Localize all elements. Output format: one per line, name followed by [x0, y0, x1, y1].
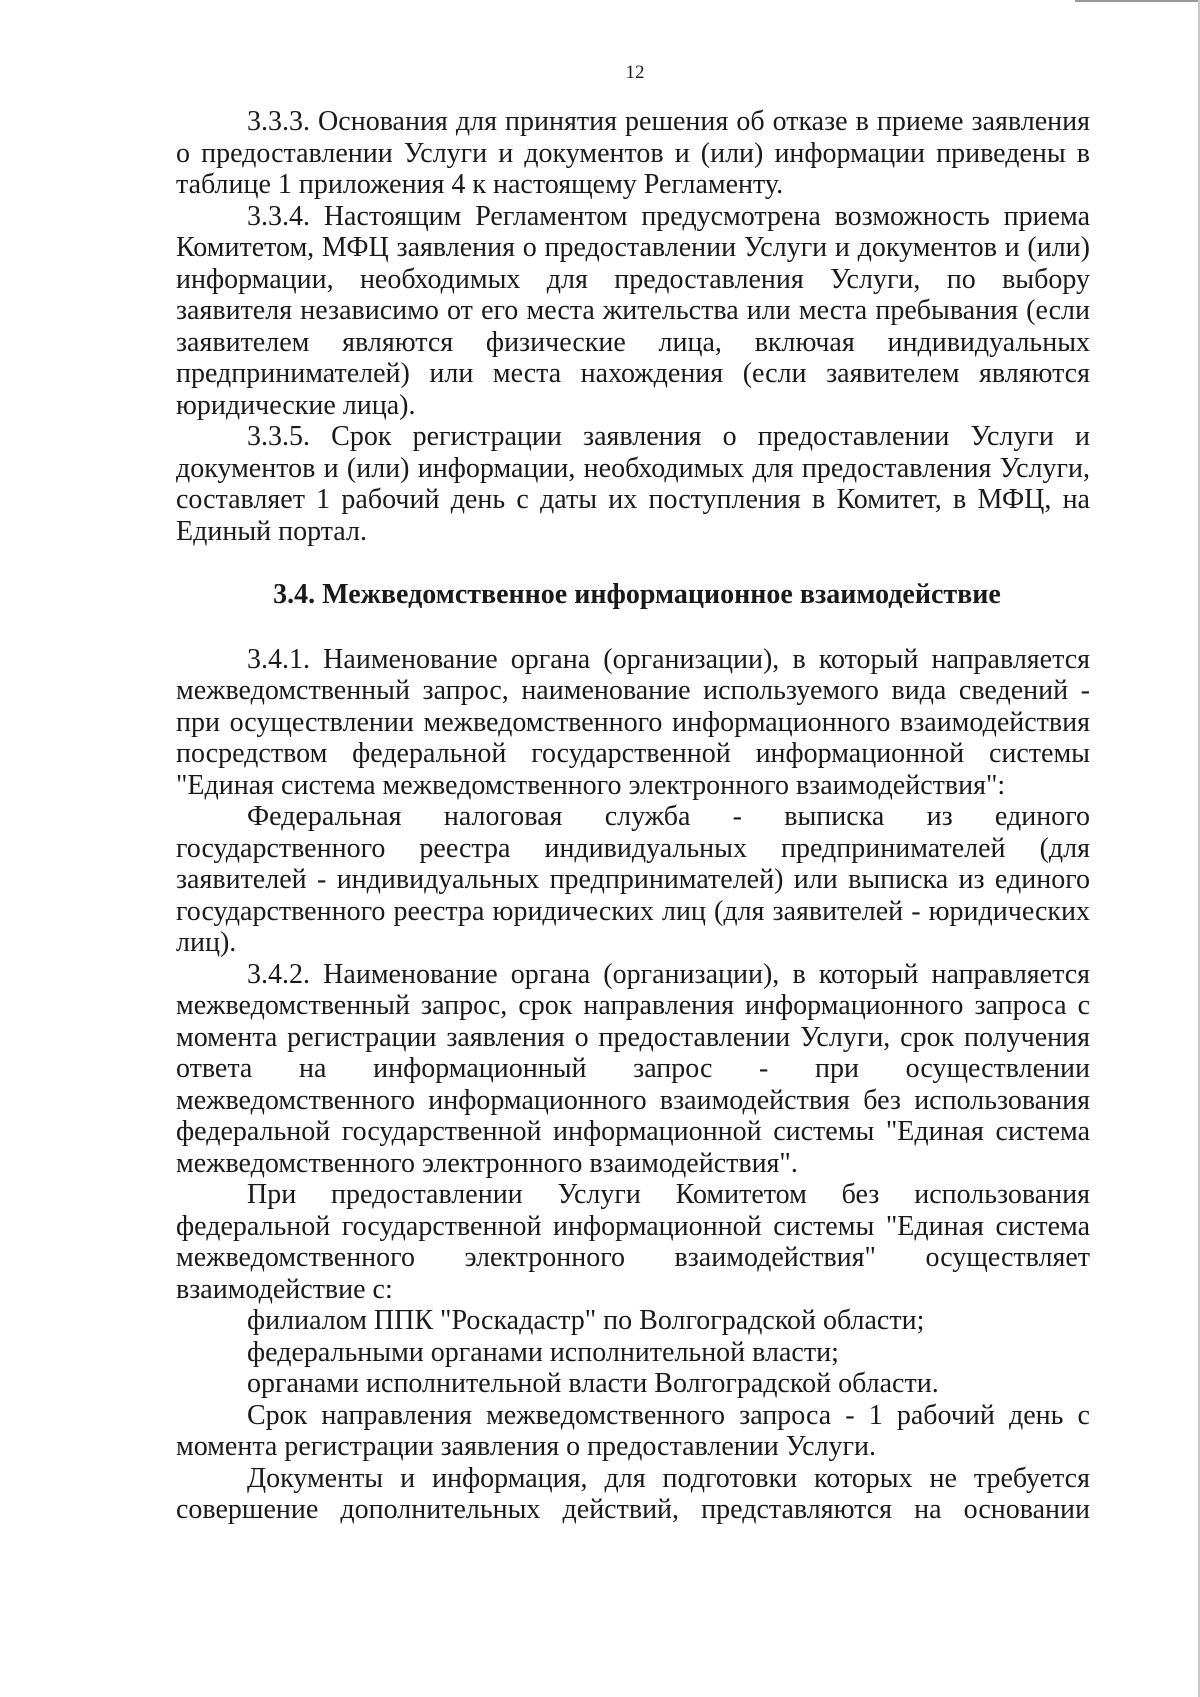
list-item-federal-bodies: федеральными органами исполнительной власти; [247, 1336, 839, 1368]
paragraph-3-4-1: 3.4.1. Наименование органа (организации), в который направляется межведомственный запрос, наименование используемого вида сведений - при осуществлении межведомственного информационного взаимодействия посредством федеральной государственной информационной системы "Единая система межведомственного электронного взаимодействия": [176, 643, 1090, 801]
paragraph-request-term: Срок направления межведомственного запроса - 1 рабочий день с момента регистрации заявления о предоставлении Услуги. [176, 1399, 1090, 1462]
scan-edge-line [1075, 0, 1200, 2]
paragraph-3-3-5: 3.3.5. Срок регистрации заявления о предоставлении Услуги и документов и (или) информации, необходимых для предоставления Услуги, составляет 1 рабочий день с даты их поступления в Комитет, в МФЦ, на Единый портал. [176, 421, 1090, 547]
paragraph-fns: Федеральная налоговая служба - выписка из единого государственного реестра индивидуальных предпринимателей (для заявителей - индивидуальных предпринимателей) или выписка из единого государственного реестра юридических лиц (для заявителей - юридических лиц). [176, 801, 1090, 958]
document-body [176, 106, 1090, 1526]
paragraph-interaction: При предоставлении Услуги Комитетом без использования федеральной государственной информационной системы "Единая система межведомственного электронного взаимодействия" осуществляет взаимодействие с: [176, 1179, 1090, 1305]
paragraph-3-3-3: 3.3.3. Основания для принятия решения об отказе в приеме заявления о предоставлении Услуги и документов и (или) информации приведены в таблице 1 приложения 4 к настоящему Регламенту. [176, 106, 1090, 200]
paragraph-3-4-2: 3.4.2. Наименование органа (организации), в который направляется межведомственный запрос, срок направления информационного запроса с момента регистрации заявления о предоставлении Услуги, срок получения ответа на информационный запрос - при осуществлении межведомственного информационного взаимодействия без использования федеральной государственной информационной системы "Единая система межведомственного электронного взаимодействия". [176, 958, 1090, 1179]
page-number: 12 [625, 62, 645, 83]
list-item-roskadastr: филиалом ППК "Роскадастр" по Волгоградской области; [247, 1305, 925, 1336]
paragraph-3-3-4: 3.3.4. Настоящим Регламентом предусмотрена возможность приема Комитетом, МФЦ заявления о предоставлении Услуги и документов и (или) информации, необходимых для предоставления Услуги, по выбору заявителя независимо от его места жительства или места пребывания (если заявителем являются физические лица, включая индивидуальных предпринимателей) или места нахождения (если заявителем являются юридические лица). [176, 200, 1090, 421]
list-item-regional-bodies: органами исполнительной власти Волгоградской области. [247, 1368, 939, 1399]
paragraph-documents: Документы и информация, для подготовки которых не требуется совершение дополнительных действий, представляются на основании [176, 1462, 1090, 1525]
section-heading-3-4: 3.4. Межведомственное информационное взаимодействие [273, 579, 1001, 610]
